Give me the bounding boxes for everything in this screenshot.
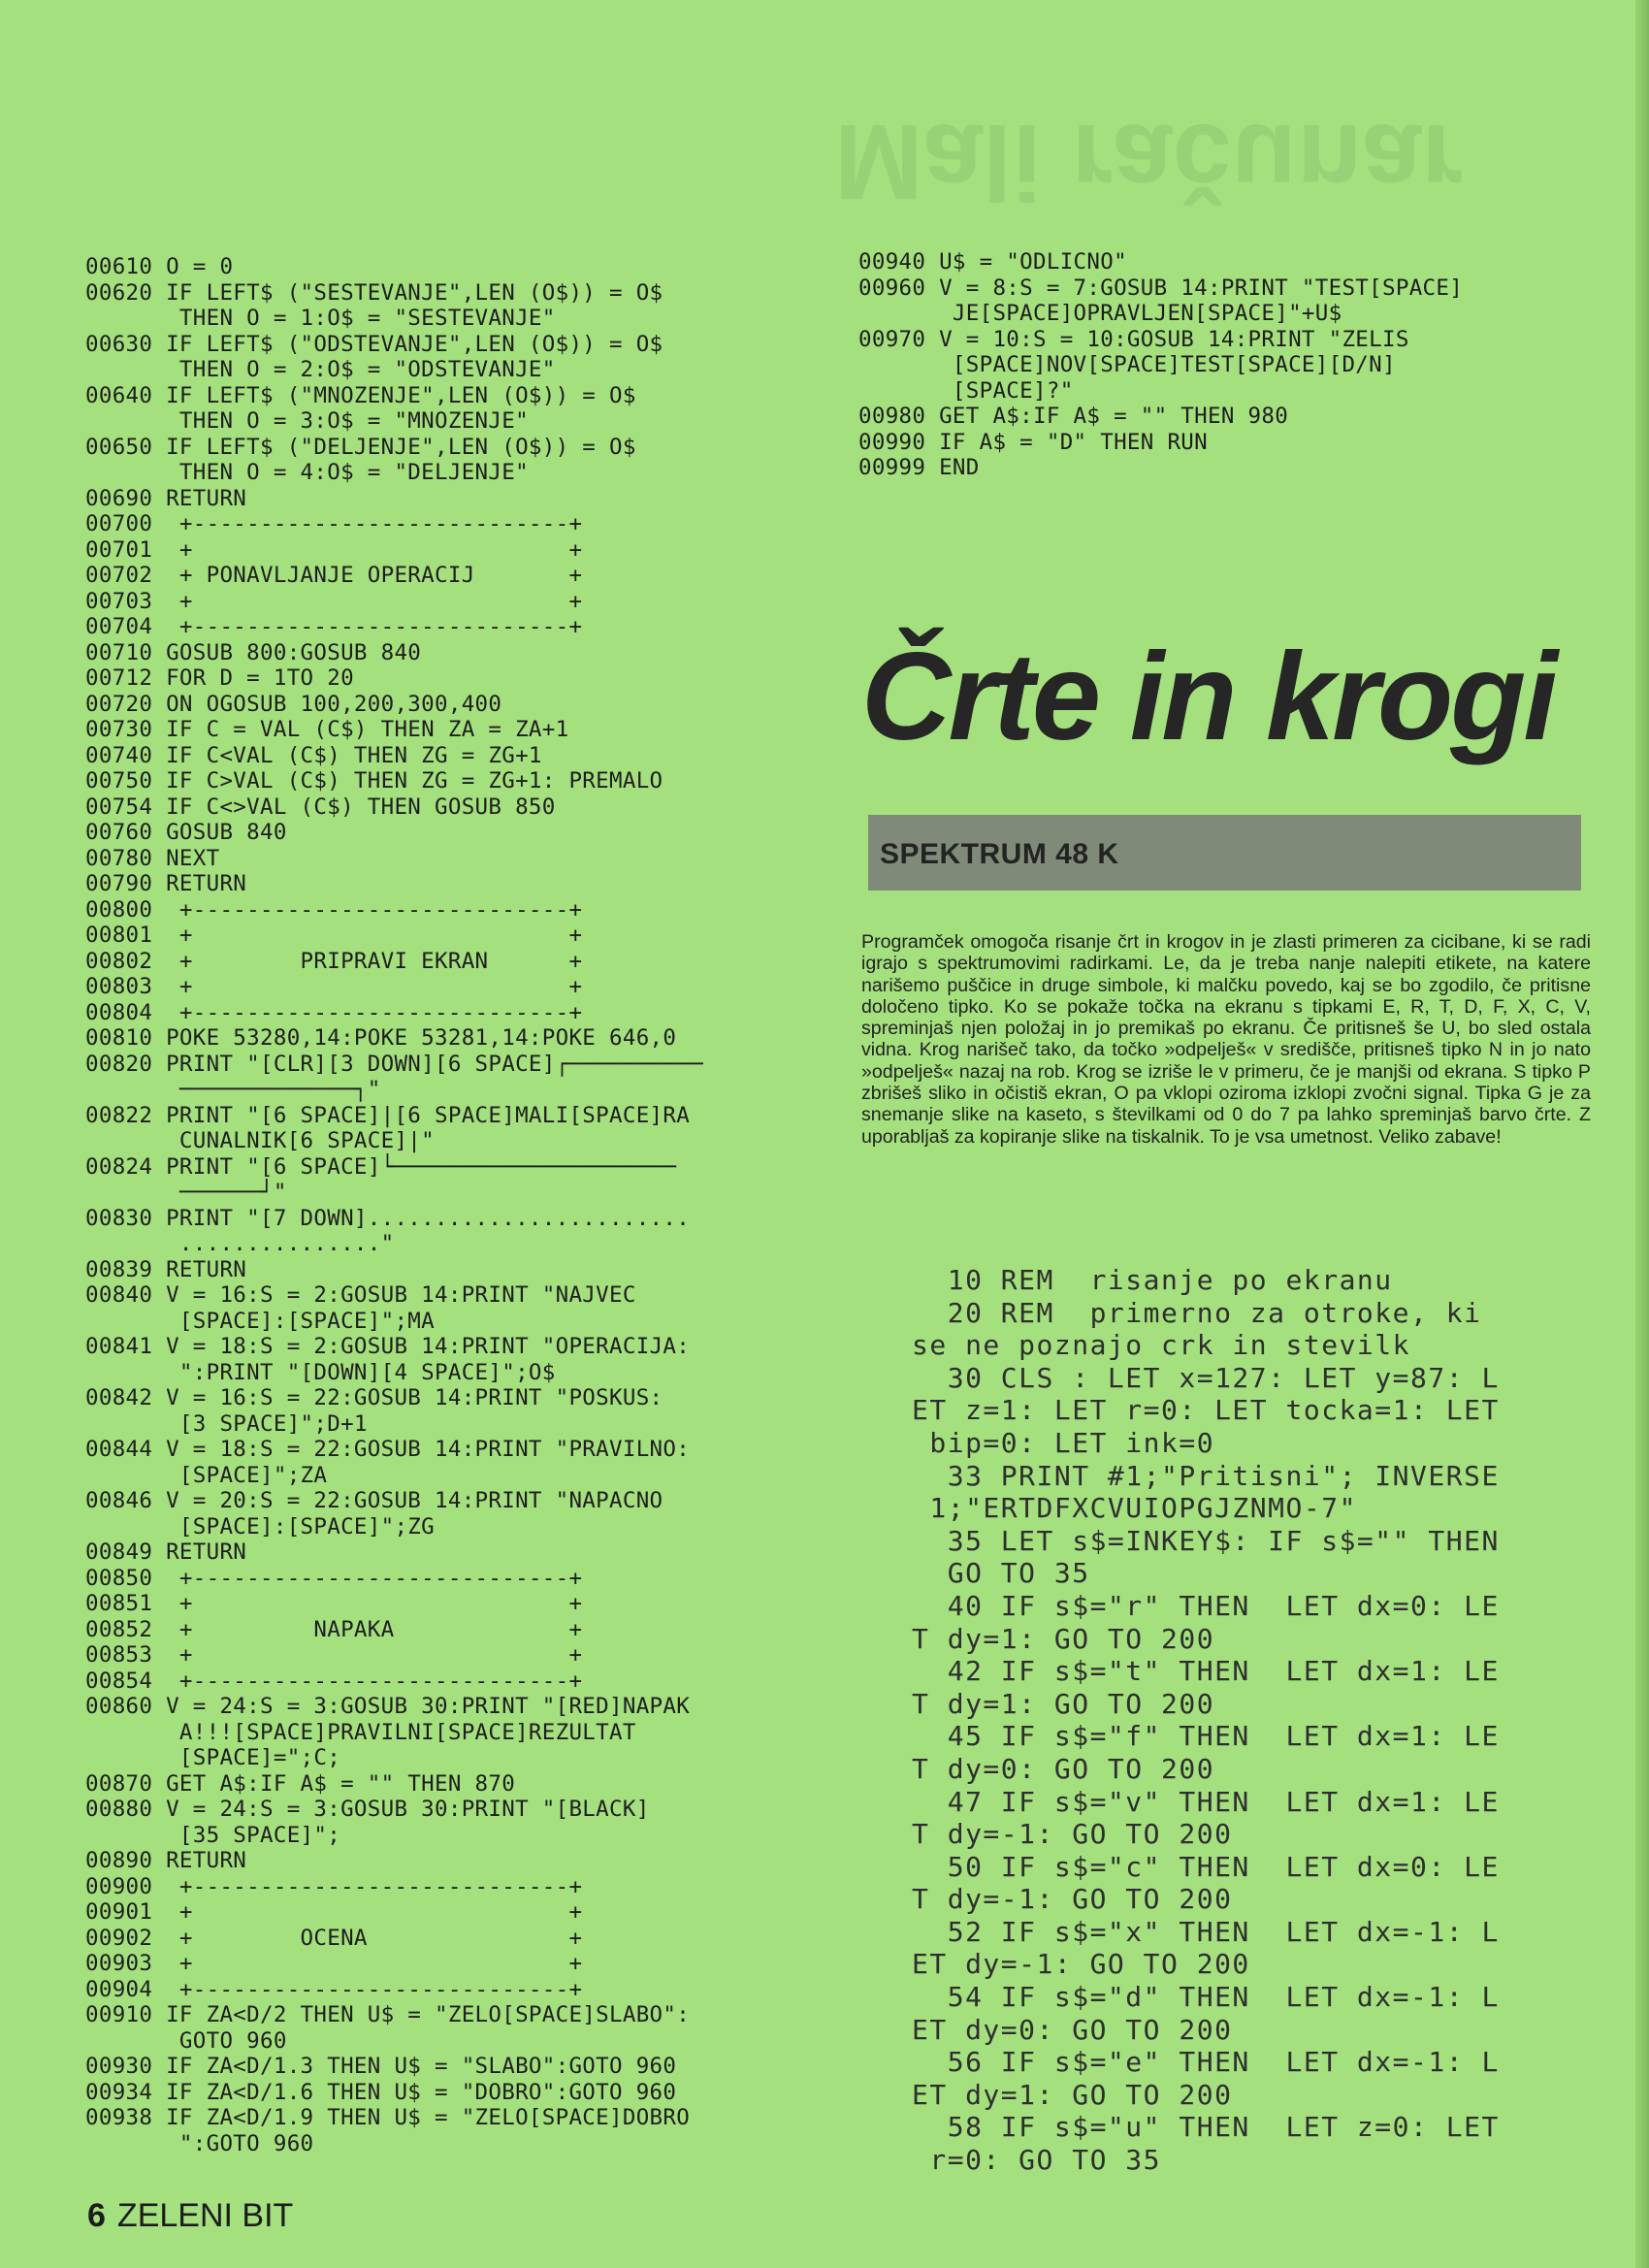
page-number: 6: [87, 2197, 106, 2234]
code-line: JE[SPACE]OPRAVLJEN[SPACE]"+U$: [858, 301, 1342, 326]
code-line: 00702 + PONAVLJANJE OPERACIJ +: [85, 563, 583, 588]
code-line: 00703 + +: [85, 588, 583, 614]
code-line: [35 SPACE]";: [85, 1822, 341, 1848]
code-line: se ne poznajo crk in stevilk: [912, 1329, 1411, 1362]
code-line: 00803 + +: [85, 974, 583, 999]
code-line: 00760 GOSUB 840: [85, 820, 287, 845]
code-line: 00650 IF LEFT$ ("DELJENJE",LEN (O$)) = O$: [85, 434, 636, 460]
code-line: 00800 +----------------------------+: [85, 896, 583, 923]
code-line: 00960 V = 8:S = 7:GOSUB 14:PRINT "TEST[SPACE]: [858, 275, 1464, 301]
code-line: A!!![SPACE]PRAVILNI[SPACE]REZULTAT: [85, 1719, 636, 1745]
code-line: 00850 +----------------------------+: [85, 1565, 583, 1591]
code-line: 00700 +----------------------------+: [85, 511, 583, 536]
article-title: Črte in krogi: [861, 628, 1555, 766]
code-line: T dy=-1: GO TO 200: [912, 1818, 1233, 1851]
code-line: T dy=1: GO TO 200: [912, 1622, 1215, 1655]
basic-listing-left: [85, 254, 798, 2175]
code-line: 00839 RETURN: [85, 1256, 247, 1282]
code-line: T dy=-1: GO TO 200: [912, 1883, 1233, 1916]
code-line: 00740 IF C<VAL (C$) THEN ZG = ZG+1: [85, 742, 542, 768]
code-line: 45 IF s$="f" THEN LET dx=1: LE: [912, 1720, 1500, 1753]
code-line: 00610 O = 0: [85, 254, 234, 279]
code-line: 00970 V = 10:S = 10:GOSUB 14:PRINT "ZELIS: [858, 326, 1409, 352]
code-line: 00640 IF LEFT$ ("MNOZENJE",LEN (O$)) = O$: [85, 382, 636, 408]
code-line: 00801 + +: [85, 923, 583, 948]
code-line: 00900 +----------------------------+: [85, 1873, 583, 1899]
code-line: 00754 IF C<>VAL (C$) THEN GOSUB 850: [85, 794, 556, 820]
code-line: ET dy=0: GO TO 200: [912, 2013, 1233, 2046]
code-line: r=0: GO TO 35: [912, 2144, 1162, 2177]
code-line: 00980 GET A$:IF A$ = "" THEN 980: [858, 404, 1289, 429]
code-line: ...............": [85, 1231, 395, 1256]
code-line: THEN O = 4:O$ = "DELJENJE": [85, 460, 529, 485]
code-line: 40 IF s$="r" THEN LET dx=0: LE: [912, 1589, 1500, 1622]
code-line: 00902 + OCENA +: [85, 1925, 583, 1951]
code-line: GOTO 960: [85, 2027, 287, 2054]
code-line: 00710 GOSUB 800:GOSUB 840: [85, 639, 422, 665]
code-line: 00870 GET A$:IF A$ = "" THEN 870: [85, 1770, 516, 1797]
code-line: 00940 U$ = "ODLICNO": [858, 249, 1127, 275]
code-line: 00930 IF ZA<D/1.3 THEN U$ = "SLABO":GOTO 960: [85, 2054, 677, 2079]
code-line: bip=0: LET ink=0: [912, 1426, 1215, 1459]
code-line: [SPACE]:[SPACE]";ZG: [85, 1513, 435, 1539]
code-line: 00830 PRINT "[7 DOWN]........................: [85, 1205, 691, 1231]
code-line: THEN O = 3:O$ = "MNOZENJE": [85, 408, 529, 434]
code-line: 00851 + +: [85, 1591, 583, 1616]
code-line: 00701 + +: [85, 536, 583, 563]
code-line: 00903 + +: [85, 1951, 583, 1976]
page-footer: [87, 2197, 293, 2235]
code-line: 00841 V = 18:S = 2:GOSUB 14:PRINT "OPERACIJA:: [85, 1334, 691, 1359]
code-line: 56 IF s$="e" THEN LET dx=-1: L: [912, 2046, 1500, 2079]
page-edge-shadow: [1635, 0, 1649, 2268]
code-line: 50 IF s$="c" THEN LET dx=0: LE: [912, 1850, 1500, 1883]
code-line: 30 CLS : LET x=127: LET y=87: L: [912, 1361, 1500, 1394]
code-line: 00890 RETURN: [85, 1848, 247, 1873]
code-line: T dy=1: GO TO 200: [912, 1687, 1215, 1720]
code-line: [SPACE]";ZA: [85, 1462, 328, 1488]
code-line: 00790 RETURN: [85, 871, 247, 896]
code-line: 00880 V = 24:S = 3:GOSUB 30:PRINT "[BLACK]: [85, 1797, 650, 1822]
basic-listing-right-top: [858, 249, 1596, 492]
code-line: ":GOTO 960: [85, 2130, 314, 2156]
code-line: THEN O = 1:O$ = "SESTEVANJE": [85, 306, 556, 331]
code-line: ":PRINT "[DOWN][4 SPACE]";O$: [85, 1359, 556, 1385]
code-line: 00852 + NAPAKA +: [85, 1616, 583, 1642]
code-line: 00720 ON OGOSUB 100,200,300,400: [85, 691, 502, 717]
code-line: 00802 + PRIPRAVI EKRAN +: [85, 948, 583, 974]
platform-band: [868, 815, 1581, 891]
code-line: 42 IF s$="t" THEN LET dx=1: LE: [912, 1655, 1500, 1688]
code-line: 00750 IF C>VAL (C$) THEN ZG = ZG+1: PREMALO: [85, 768, 663, 794]
code-line: 00910 IF ZA<D/2 THEN U$ = "ZELO[SPACE]SLABO":: [85, 2002, 691, 2027]
code-line: [SPACE]=";C;: [85, 1745, 341, 1770]
code-line: 20 REM primerno za otroke, ki: [912, 1296, 1482, 1329]
code-line: 00824 PRINT "[6 SPACE]└─────────────────────: [85, 1153, 677, 1180]
code-line: ET dy=1: GO TO 200: [912, 2078, 1233, 2111]
show-through-text: Mali računar: [834, 102, 1464, 221]
code-line: 00860 V = 24:S = 3:GOSUB 30:PRINT "[RED]NAPAK: [85, 1694, 691, 1719]
code-line: 00780 NEXT: [85, 845, 220, 871]
code-line: 00820 PRINT "[CLR][3 DOWN][6 SPACE]┌──────────: [85, 1051, 703, 1077]
code-line: ─────────────┐": [85, 1077, 381, 1102]
code-line: [3 SPACE]";D+1: [85, 1410, 368, 1437]
spectrum-listing: [912, 1264, 1591, 2195]
code-line: [SPACE]?": [858, 377, 1074, 404]
code-line: 00620 IF LEFT$ ("SESTEVANJE",LEN (O$)) = O$: [85, 279, 663, 306]
code-line: 00901 + +: [85, 1899, 583, 1925]
code-line: ET z=1: LET r=0: LET tocka=1: LET: [912, 1394, 1500, 1427]
code-line: [SPACE]:[SPACE]";MA: [85, 1308, 435, 1334]
code-line: 00844 V = 18:S = 22:GOSUB 14:PRINT "PRAVILNO:: [85, 1437, 691, 1462]
code-line: [SPACE]NOV[SPACE]TEST[SPACE][D/N]: [858, 352, 1396, 377]
code-line: CUNALNIK[6 SPACE]|": [85, 1128, 435, 1153]
code-line: 35 LET s$=INKEY$: IF s$="" THEN: [912, 1524, 1500, 1557]
code-line: 00849 RETURN: [85, 1539, 247, 1565]
code-line: 00854 +----------------------------+: [85, 1668, 583, 1694]
code-line: GO TO 35: [912, 1557, 1090, 1590]
platform-label: SPEKTRUM 48 K: [880, 838, 1119, 870]
code-line: 00853 + +: [85, 1642, 583, 1668]
magazine-name: ZELENI BIT: [116, 2197, 294, 2234]
code-line: 00810 POKE 53280,14:POKE 53281,14:POKE 646,0: [85, 1025, 677, 1051]
code-line: 00999 END: [858, 455, 980, 480]
code-line: ET dy=-1: GO TO 200: [912, 1948, 1250, 1981]
code-line: 10 REM risanje po ekranu: [912, 1264, 1393, 1296]
code-line: 54 IF s$="d" THEN LET dx=-1: L: [912, 1981, 1500, 2014]
code-line: 00846 V = 20:S = 22:GOSUB 14:PRINT "NAPACNO: [85, 1488, 663, 1513]
code-line: 00690 RETURN: [85, 485, 247, 511]
code-line: 00730 IF C = VAL (C$) THEN ZA = ZA+1: [85, 717, 569, 742]
code-line: 00842 V = 16:S = 22:GOSUB 14:PRINT "POSKUS:: [85, 1385, 663, 1410]
code-line: 58 IF s$="u" THEN LET z=0: LET: [912, 2111, 1500, 2144]
code-line: 47 IF s$="v" THEN LET dx=1: LE: [912, 1785, 1500, 1818]
code-line: ──────┘": [85, 1180, 287, 1205]
code-line: 00804 +----------------------------+: [85, 999, 583, 1025]
code-line: 00938 IF ZA<D/1.9 THEN U$ = "ZELO[SPACE]DOBRO: [85, 2105, 691, 2130]
code-line: 00990 IF A$ = "D" THEN RUN: [858, 429, 1208, 455]
code-line: 00822 PRINT "[6 SPACE]|[6 SPACE]MALI[SPACE]RA: [85, 1102, 691, 1128]
code-line: 33 PRINT #1;"Pritisni"; INVERSE: [912, 1459, 1500, 1492]
code-line: 00712 FOR D = 1TO 20: [85, 665, 354, 691]
code-line: 00704 +----------------------------+: [85, 614, 583, 639]
code-line: 52 IF s$="x" THEN LET dx=-1: L: [912, 1915, 1500, 1948]
code-line: 1;"ERTDFXCVUIOPGJZNMO-7": [912, 1492, 1357, 1525]
code-line: THEN O = 2:O$ = "ODSTEVANJE": [85, 357, 556, 382]
code-line: 00934 IF ZA<D/1.6 THEN U$ = "DOBRO":GOTO 960: [85, 2079, 677, 2105]
code-line: T dy=0: GO TO 200: [912, 1752, 1215, 1785]
code-line: 00904 +----------------------------+: [85, 1976, 583, 2002]
code-line: 00840 V = 16:S = 2:GOSUB 14:PRINT "NAJVEC: [85, 1282, 636, 1308]
code-line: 00630 IF LEFT$ ("ODSTEVANJE",LEN (O$)) = O$: [85, 331, 663, 357]
article-intro: Programček omogoča risanje črt in krogov in je zlasti primeren za cicibane, ki se radi igrajo s spektrumovimi radirkami. Le, da je treba nanje nalepiti etikete, na katere narišemo puščice in druge simbole, ki malčku povedo, kaj se bo zgodilo, če pritisne določeno tipko. Ko se pokaže točka na ekranu s tipkami E, R, T, D, F, X, C, V, spreminjaš njen položaj in jo premikaš po ekranu. Če pritisneš še U, bo sled ostala vidna. Krog narišeč tako, da točko »odpelješ« v središče, pritisneš tipko N in jo nato »odpelješ« nazaj na rob. Krog se izriše le v primeru, če je manjši od ekrana. S tipko P zbrišeš sliko in očistiš ekran, O pa vklopi oziroma izklopi zvočni signal. Tipka G je za snemanje slike na kaseto, s številkami od 0 do 7 pa lahko spreminjaš barvo črte. Z uporabljaš za kopiranje slike na tiskalnik. To je vsa umetnost. Veliko zabave!: [861, 931, 1591, 1148]
